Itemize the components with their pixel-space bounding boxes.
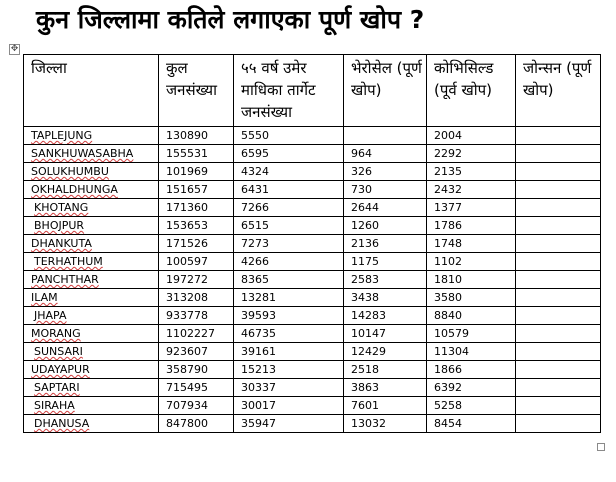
cell-johnson — [516, 217, 601, 235]
cell-district — [24, 145, 159, 163]
cell-district — [24, 271, 159, 289]
cell-population: 100597 — [159, 253, 234, 271]
table-row — [24, 217, 601, 235]
cell-district — [24, 361, 159, 379]
cell-verocell: 3438 — [344, 289, 427, 307]
cell-verocell: 1175 — [344, 253, 427, 271]
cell-population: 1102227 — [159, 325, 234, 343]
cell-verocell: 964 — [344, 145, 427, 163]
cell-district — [24, 217, 159, 235]
cell-district — [24, 127, 159, 145]
cell-verocell: 2136 — [344, 235, 427, 253]
cell-verocell: 14283 — [344, 307, 427, 325]
cell-target: 4324 — [234, 163, 344, 181]
district-name: KHOTANG — [34, 201, 89, 214]
cell-district — [24, 397, 159, 415]
cell-verocell: 2583 — [344, 271, 427, 289]
district-name: OKHALDHUNGA — [31, 183, 118, 196]
cell-covishield: 1810 — [427, 271, 516, 289]
cell-population: 171526 — [159, 235, 234, 253]
cell-covishield: 2292 — [427, 145, 516, 163]
table-row — [24, 181, 601, 199]
table-move-handle[interactable]: ✥ — [10, 44, 19, 54]
table-resize-handle[interactable] — [597, 443, 605, 451]
cell-covishield: 8840 — [427, 307, 516, 325]
cell-verocell: 2518 — [344, 361, 427, 379]
cell-target: 39161 — [234, 343, 344, 361]
cell-target: 6595 — [234, 145, 344, 163]
cell-district — [24, 253, 159, 271]
cell-population: 130890 — [159, 127, 234, 145]
cell-johnson — [516, 253, 601, 271]
district-name: UDAYAPUR — [31, 363, 90, 376]
district-name: DHANUSA — [34, 417, 90, 430]
cell-verocell: 7601 — [344, 397, 427, 415]
cell-johnson — [516, 289, 601, 307]
cell-population: 101969 — [159, 163, 234, 181]
header-district: जिल्ला — [24, 55, 159, 127]
cell-target: 30337 — [234, 379, 344, 397]
cell-population: 715495 — [159, 379, 234, 397]
cell-population: 358790 — [159, 361, 234, 379]
district-name: JHAPA — [34, 309, 67, 322]
header-population: कुल जनसंख्या — [159, 55, 234, 127]
district-name: BHOJPUR — [34, 219, 85, 232]
table-row — [24, 361, 601, 379]
header-verocell: भेरोसेल (पूर्ण खोप) — [344, 55, 427, 127]
document-title: कुन जिल्लामा कतिले लगाएका पूर्ण खोप ? — [36, 5, 425, 34]
cell-target: 39593 — [234, 307, 344, 325]
table-row — [24, 235, 601, 253]
district-name: SUNSARI — [34, 345, 83, 358]
cell-verocell: 326 — [344, 163, 427, 181]
district-name: SIRAHA — [34, 399, 75, 412]
cell-verocell: 12429 — [344, 343, 427, 361]
cell-population: 847800 — [159, 415, 234, 433]
district-name: PANCHTHAR — [31, 273, 99, 286]
cell-johnson — [516, 307, 601, 325]
cell-johnson — [516, 361, 601, 379]
cell-covishield: 1866 — [427, 361, 516, 379]
cell-target: 35947 — [234, 415, 344, 433]
table-row — [24, 307, 601, 325]
table-row — [24, 343, 601, 361]
table-row — [24, 253, 601, 271]
cell-population: 923607 — [159, 343, 234, 361]
cell-covishield: 1748 — [427, 235, 516, 253]
cell-covishield: 1377 — [427, 199, 516, 217]
cell-verocell: 2644 — [344, 199, 427, 217]
district-name: DHANKUTA — [31, 237, 92, 250]
cell-verocell: 3863 — [344, 379, 427, 397]
district-name: TAPLEJUNG — [31, 129, 93, 142]
district-name: TERHATHUM — [34, 255, 103, 268]
cell-covishield: 2004 — [427, 127, 516, 145]
header-target-population: ५५ वर्ष उमेर माधिका तार्गेट जनसंख्या — [234, 55, 344, 127]
cell-district — [24, 343, 159, 361]
cell-district — [24, 307, 159, 325]
table-row — [24, 379, 601, 397]
cell-population: 707934 — [159, 397, 234, 415]
cell-johnson — [516, 379, 601, 397]
cell-population: 933778 — [159, 307, 234, 325]
cell-johnson — [516, 181, 601, 199]
cell-district — [24, 289, 159, 307]
cell-target: 13281 — [234, 289, 344, 307]
cell-target: 4266 — [234, 253, 344, 271]
cell-johnson — [516, 127, 601, 145]
cell-population: 153653 — [159, 217, 234, 235]
table-row — [24, 127, 601, 145]
cell-target: 7273 — [234, 235, 344, 253]
cell-target: 6431 — [234, 181, 344, 199]
header-covishield: कोभिसिल्ड (पूर्व खोप) — [427, 55, 516, 127]
cell-district — [24, 325, 159, 343]
cell-johnson — [516, 145, 601, 163]
cell-covishield: 3580 — [427, 289, 516, 307]
cell-population: 171360 — [159, 199, 234, 217]
cell-covishield: 8454 — [427, 415, 516, 433]
cell-johnson — [516, 235, 601, 253]
table-row — [24, 271, 601, 289]
cell-population: 155531 — [159, 145, 234, 163]
cell-johnson — [516, 163, 601, 181]
table-row — [24, 397, 601, 415]
cell-population: 197272 — [159, 271, 234, 289]
cell-verocell: 730 — [344, 181, 427, 199]
cell-johnson — [516, 199, 601, 217]
table-row — [24, 199, 601, 217]
cell-covishield: 2135 — [427, 163, 516, 181]
cell-district — [24, 379, 159, 397]
cell-verocell: 1260 — [344, 217, 427, 235]
cell-verocell — [344, 127, 427, 145]
district-name: MORANG — [31, 327, 81, 340]
header-johnson: जोन्सन (पूर्ण खोप) — [516, 55, 601, 127]
cell-johnson — [516, 397, 601, 415]
table-row — [24, 415, 601, 433]
cell-district — [24, 199, 159, 217]
cell-population: 313208 — [159, 289, 234, 307]
cell-target: 7266 — [234, 199, 344, 217]
cell-population: 151657 — [159, 181, 234, 199]
cell-district — [24, 163, 159, 181]
cell-johnson — [516, 343, 601, 361]
cell-johnson — [516, 415, 601, 433]
cell-verocell: 13032 — [344, 415, 427, 433]
cell-covishield: 2432 — [427, 181, 516, 199]
cell-district — [24, 235, 159, 253]
cell-target: 6515 — [234, 217, 344, 235]
vaccination-table — [23, 54, 601, 433]
cell-johnson — [516, 325, 601, 343]
cell-johnson — [516, 271, 601, 289]
table-header-row — [24, 55, 601, 127]
district-name: SANKHUWASABHA — [31, 147, 134, 160]
cell-covishield: 6392 — [427, 379, 516, 397]
cell-covishield: 11304 — [427, 343, 516, 361]
cell-covishield: 1786 — [427, 217, 516, 235]
cell-target: 5550 — [234, 127, 344, 145]
table-row — [24, 145, 601, 163]
table-row — [24, 289, 601, 307]
cell-target: 8365 — [234, 271, 344, 289]
cell-verocell: 10147 — [344, 325, 427, 343]
cell-covishield: 1102 — [427, 253, 516, 271]
cell-district — [24, 181, 159, 199]
cell-target: 15213 — [234, 361, 344, 379]
cell-covishield: 5258 — [427, 397, 516, 415]
table-row — [24, 325, 601, 343]
cell-target: 46735 — [234, 325, 344, 343]
district-name: ILAM — [31, 291, 58, 304]
cell-target: 30017 — [234, 397, 344, 415]
district-name: SOLUKHUMBU — [31, 165, 109, 178]
cell-covishield: 10579 — [427, 325, 516, 343]
table-row — [24, 163, 601, 181]
cell-district — [24, 415, 159, 433]
district-name: SAPTARI — [34, 381, 80, 394]
